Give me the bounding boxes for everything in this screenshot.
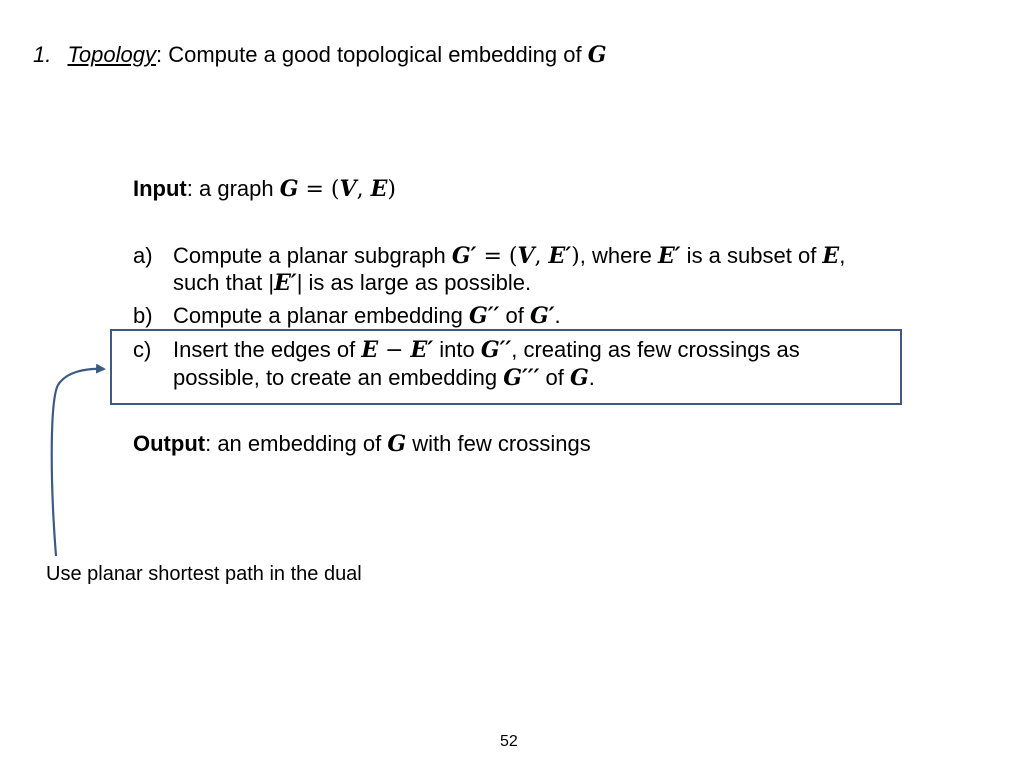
- step-a-formula-eq: = (: [476, 244, 518, 269]
- heading-topic: Topology: [67, 42, 156, 67]
- step-a-text4: ,: [839, 243, 846, 268]
- step-c-formula-gdoubleprime: G′′: [480, 337, 512, 363]
- step-b-text2: of: [499, 303, 530, 328]
- output-text: : an embedding of: [205, 431, 388, 456]
- step-a-formula-comma: ,: [534, 244, 549, 269]
- step-a-formula-e: E: [822, 243, 840, 269]
- output-graph-symbol: G: [387, 431, 407, 457]
- step-a-formula-gprime: G′: [451, 243, 477, 269]
- step-c-line2-of: of: [539, 365, 570, 390]
- step-c-label: c): [133, 337, 152, 362]
- input-formula-e: E: [370, 176, 388, 202]
- step-c-formula-e: E: [361, 337, 379, 363]
- step-c-text3: , creating as few crossings as: [511, 337, 800, 362]
- step-b-label: b): [133, 303, 153, 328]
- page-number: 52: [500, 733, 518, 750]
- step-b-formula-gprime: G′: [529, 303, 555, 329]
- step-b-text1: Compute a planar embedding: [173, 303, 469, 328]
- input-formula-eq: = (: [298, 177, 340, 202]
- step-c-formula-eprime: E′: [410, 337, 434, 363]
- arrow-path: [52, 369, 104, 556]
- annotation-note: Use planar shortest path in the dual: [46, 563, 362, 585]
- step-a-text2: , where: [579, 243, 658, 268]
- step-c-formula-minus: −: [378, 338, 411, 363]
- step-a-formula-close: ): [571, 244, 580, 269]
- step-a-formula-eprime: E′: [548, 243, 572, 269]
- step-c-text1: Insert the edges of: [173, 337, 362, 362]
- step-c-line2-formula-gtripleprime: G′′′: [503, 365, 540, 391]
- step-c-text2: into: [433, 337, 481, 362]
- step-a-line2-end: | is as large as possible.: [296, 270, 532, 295]
- step-c-line2-end: .: [588, 365, 595, 390]
- output-label: Output: [133, 431, 206, 456]
- input-formula-comma: ,: [356, 177, 371, 202]
- step-a-label: a): [133, 243, 153, 268]
- step-a-text3: is a subset of: [680, 243, 823, 268]
- heading-number: 1.: [33, 42, 52, 67]
- step-a-formula-eprime-2: E′: [657, 243, 681, 269]
- heading-text: : Compute a good topological embedding of: [155, 42, 588, 67]
- input-formula-v: V: [339, 176, 357, 202]
- step-a-line2-formula: E′: [274, 270, 297, 296]
- step-c-line2-start: possible, to create an embedding: [173, 365, 504, 390]
- output-rest: with few crossings: [406, 431, 591, 456]
- step-a-line2-start: such that |: [173, 270, 275, 295]
- input-label: Input: [133, 176, 187, 201]
- input-formula-close: ): [387, 177, 396, 202]
- input-text: : a graph: [186, 176, 280, 201]
- step-b-formula-gdoubleprime: G′′: [468, 303, 500, 329]
- step-a-formula-v: V: [517, 243, 535, 269]
- heading-graph-symbol: G: [587, 42, 607, 68]
- input-formula-g: G: [279, 176, 299, 202]
- step-a-text1: Compute a planar subgraph: [173, 243, 452, 268]
- step-c-line2-formula-g: G: [570, 365, 589, 391]
- step-b-text3: .: [554, 303, 561, 328]
